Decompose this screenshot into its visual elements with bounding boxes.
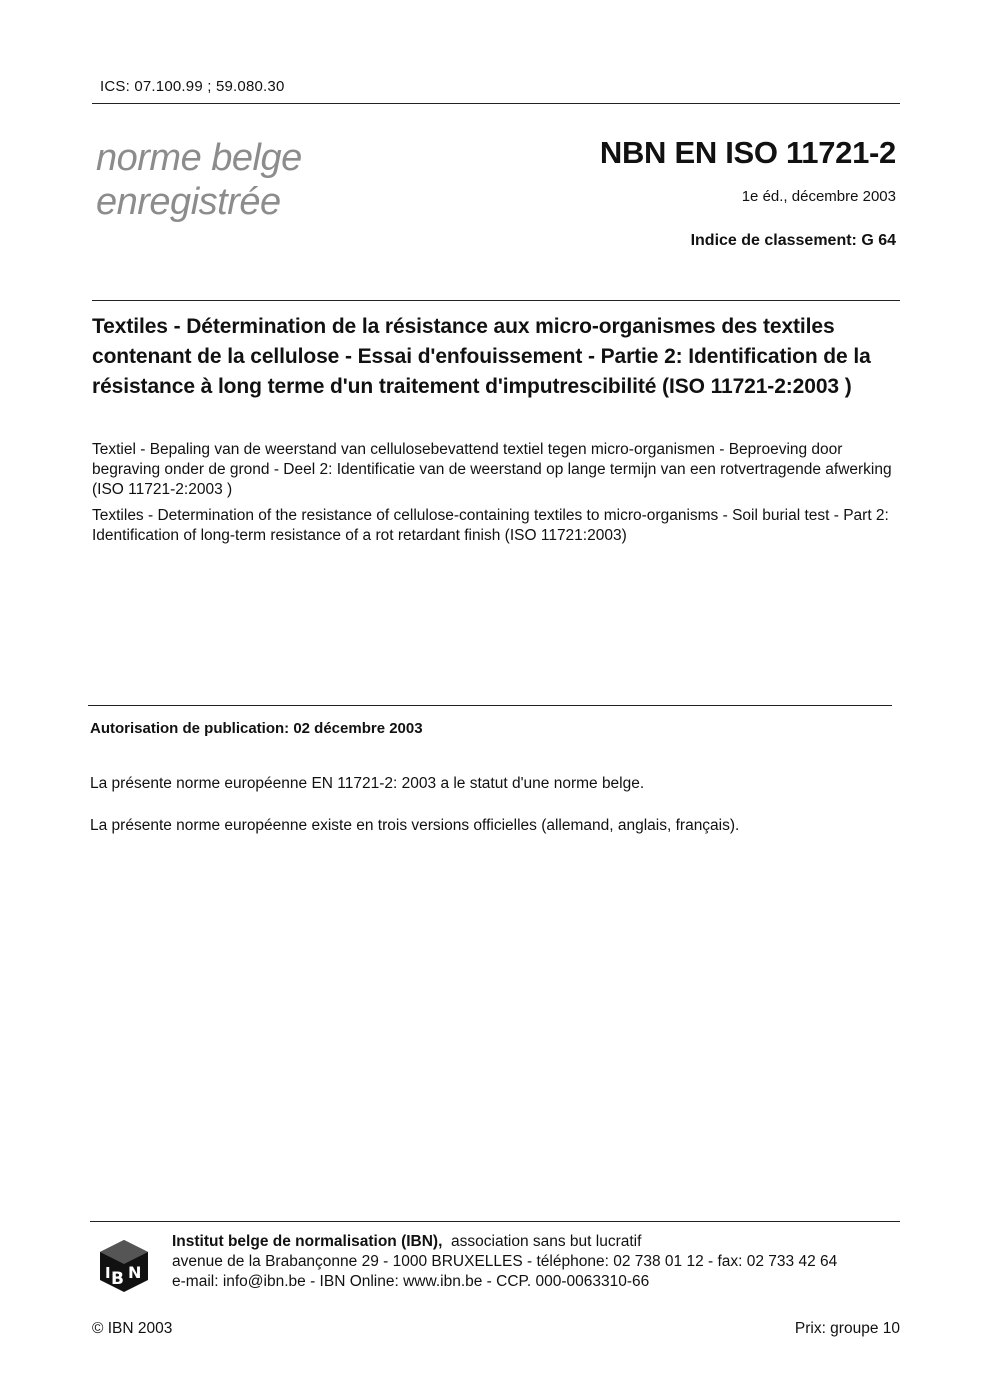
title-divider <box>92 300 900 301</box>
institute-status: association sans but lucratif <box>451 1233 642 1250</box>
body-divider <box>88 705 892 706</box>
institute-contact: e-mail: info@ibn.be - IBN Online: www.ibn.be - CCP. 000-0063310-66 <box>172 1273 650 1290</box>
svg-text:N: N <box>128 1263 142 1282</box>
title-dutch: Textiel - Bepaling van de weerstand van cellulosebevattend textiel tegen micro-organismen - Beproeving door begraving onder de grond - Deel 2: Identificatie van de weerstand op lange termijn van een rotvertragende afwerking (ISO 11721-2:2003 ) <box>92 441 892 498</box>
svg-text:B: B <box>111 1269 124 1289</box>
title-english: Textiles - Determination of the resistance of cellulose-containing textiles to micro-organisms - Soil burial test - Part 2: Identification of long-term resistance of a rot retardant finish (ISO 11721:2003) <box>92 507 889 544</box>
standard-number: NBN EN ISO 11721-2 <box>599 135 896 170</box>
svg-text:I: I <box>105 1264 111 1282</box>
ics-code: ICS: 07.100.99 ; 59.080.30 <box>100 78 285 95</box>
institute-address: avenue de la Brabançonne 29 - 1000 BRUXELLES - téléphone: 02 738 01 12 - fax: 02 733 42 64 <box>172 1253 838 1270</box>
norm-label <box>96 136 302 224</box>
ibn-logo-icon <box>98 1238 150 1294</box>
publication-authorisation: Autorisation de publication: 02 décembre 2003 <box>90 720 423 737</box>
copyright: © IBN 2003 <box>92 1320 173 1337</box>
title-french: Textiles - Détermination de la résistance aux micro-organismes des textiles contenant de la cellulose - Essai d'enfouissement - Partie 2: Identification de la résistance à long terme d'un traitement d'imputrescibilité (ISO 11721-2:2003 ) <box>92 315 871 398</box>
classification-index: Indice de classement: G 64 <box>690 232 896 249</box>
norm-label-line2: enregistrée <box>96 181 281 223</box>
top-divider <box>92 103 900 104</box>
footer-divider <box>90 1221 900 1222</box>
institute-heading <box>172 1232 837 1252</box>
price-group: Prix: groupe 10 <box>794 1320 900 1337</box>
institute-block <box>172 1232 837 1292</box>
norm-label-line1: norme belge <box>96 137 302 179</box>
edition-date: 1e éd., décembre 2003 <box>741 188 896 205</box>
status-paragraph: La présente norme européenne EN 11721-2: 2003 a le statut d'une norme belge. <box>90 775 645 792</box>
versions-paragraph: La présente norme européenne existe en trois versions officielles (allemand, anglais, français). <box>90 817 740 834</box>
institute-name: Institut belge de normalisation (IBN), <box>172 1233 443 1250</box>
